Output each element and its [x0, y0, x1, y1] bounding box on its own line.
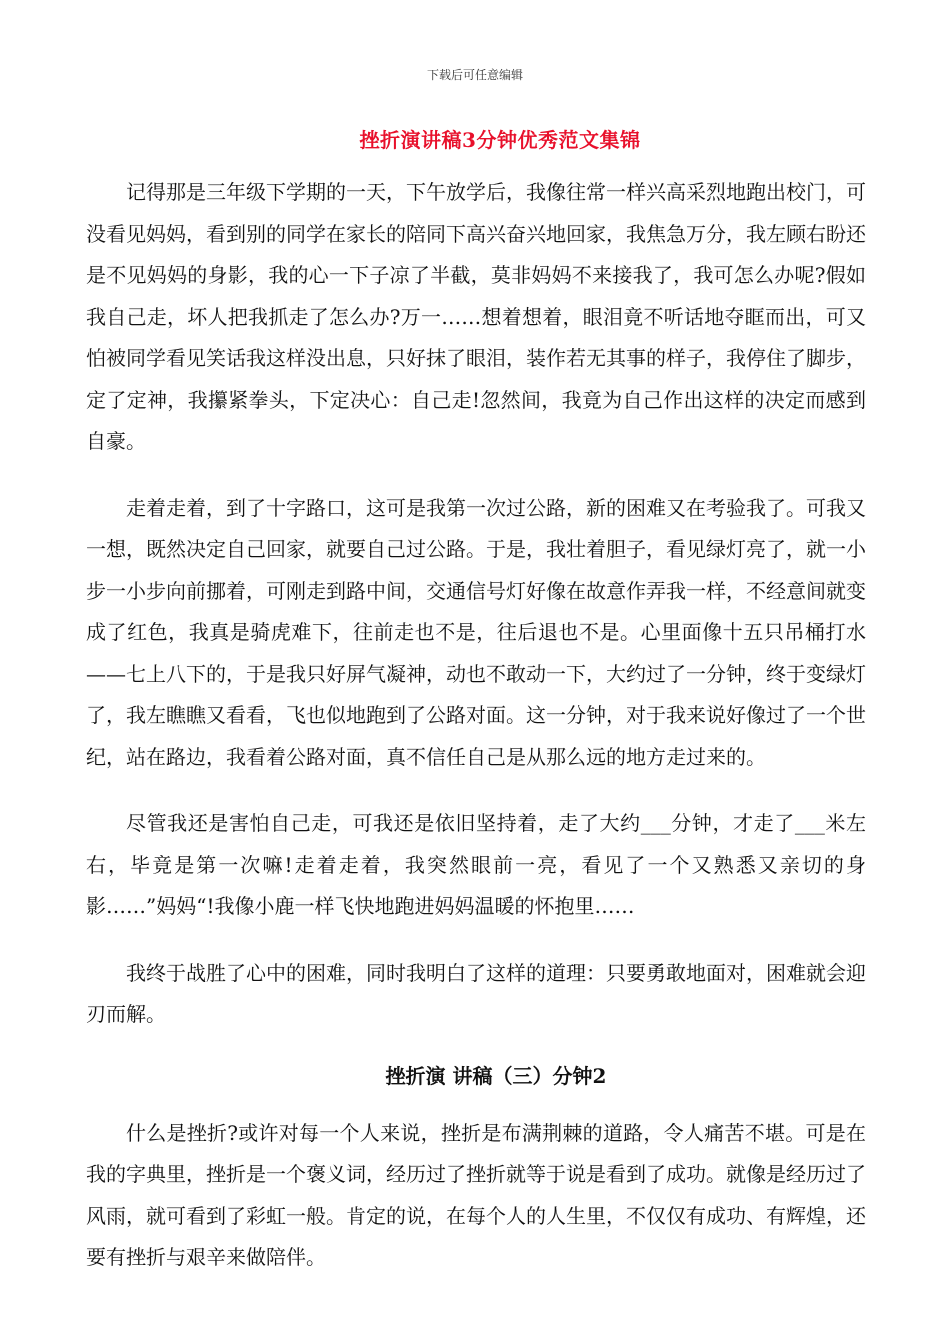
document-body [86, 172, 866, 1304]
paragraph: 尽管我还是害怕自己走，可我还是依旧坚持着，走了大约___分钟，才走了___米左右，毕竟是第一次嘛!走着走着，我突然眼前一亮，看见了一个又熟悉又亲切的身影……”妈妈“!我像小鹿一样飞快地跑进妈妈温暖的怀抱里…… [86, 811, 866, 918]
paragraph: 走着走着，到了十字路口，这可是我第一次过公路，新的困难又在考验我了。可我又一想，既然决定自己回家，就要自己过公路。于是，我壮着胆子，看见绿灯亮了，就一小步一小步向前挪着，可刚走到路中间，交通信号灯好像在故意作弄我一样，不经意间就变成了红色，我真是骑虎难下，往前走也不是，往后退也不是。心里面像十五只吊桶打水——七上八下的，于是我只好屏气凝神，动也不敢动一下，大约过了一分钟，终于变绿灯了，我左瞧瞧又看看，飞也似地跑到了公路对面。这一分钟，对于我来说好像过了一个世纪，站在路边，我看着公路对面，真不信任自己是从那么远的地方走过来的。 [86, 495, 866, 769]
paragraph: 我终于战胜了心中的困难，同时我明白了这样的道理：只要勇敢地面对，困难就会迎刃而解。 [86, 960, 866, 1026]
document-title: 挫折演讲稿3分钟优秀范文集锦 [359, 128, 641, 152]
header-note: 下载后可任意编辑 [426, 68, 523, 82]
paragraph: 记得那是三年级下学期的一天，下午放学后，我像往常一样兴高采烈地跑出校门，可没看见妈妈，看到别的同学在家长的陪同下高兴奋兴地回家，我焦急万分，我左顾右盼还是不见妈妈的身影，我的心一下子凉了半截，莫非妈妈不来接我了，我可怎么办呢?假如我自己走，坏人把我抓走了怎么办?万一……想着想着，眼泪竟不听话地夺眶而出，可又怕被同学看见笑话我这样没出息，只好抹了眼泪，装作若无其事的样子，我停住了脚步，定了定神，我攥紧拳头，下定决心：自己走!忽然间，我竟为自己作出这样的决定而感到自豪。 [86, 180, 866, 453]
section-heading: 挫折演 讲稿（三）分钟2 [385, 1063, 607, 1088]
paragraph: 什么是挫折?或许对每一个人来说，挫折是布满荆棘的道路，令人痛苦不堪。可是在我的字典里，挫折是一个褒义词，经历过了挫折就等于说是看到了成功。就像是经历过了风雨，就可看到了彩虹一般。肯定的说，在每个人的人生里，不仅仅有成功、有辉煌，还要有挫折与艰辛来做陪伴。 [86, 1120, 866, 1269]
